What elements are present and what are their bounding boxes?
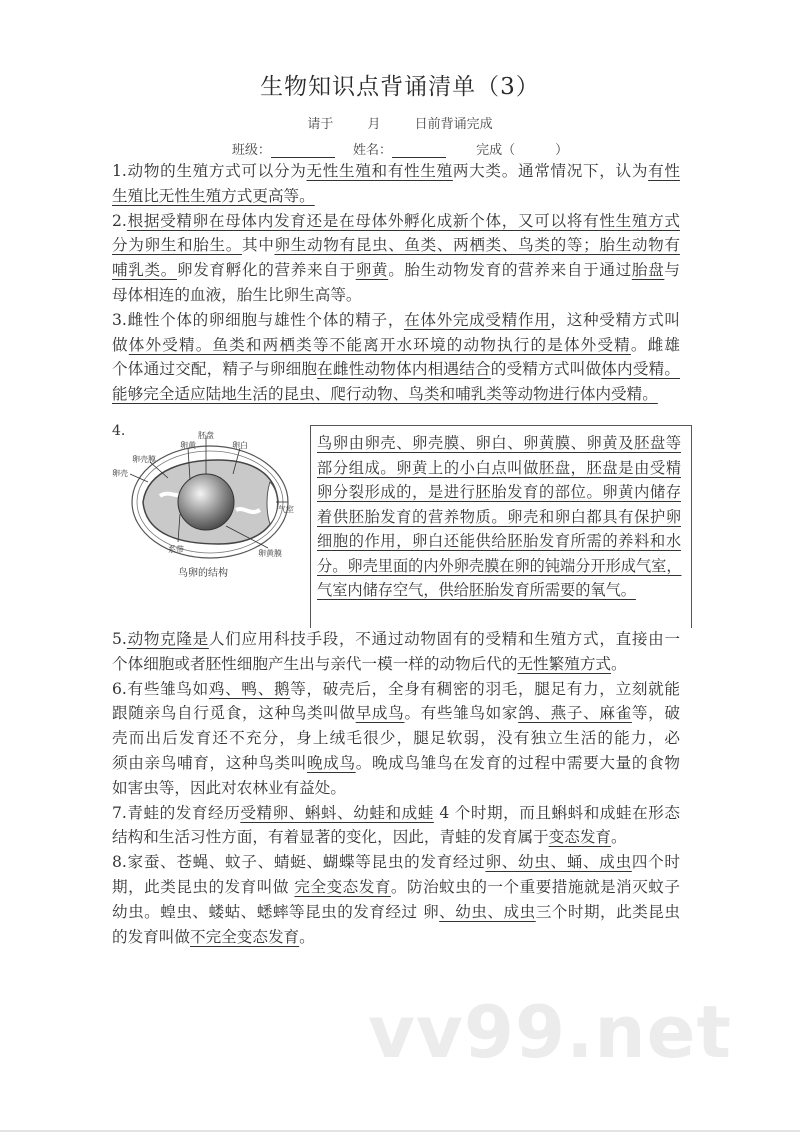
underlined-key-point: 卵黄 <box>355 261 389 280</box>
text-line <box>112 677 680 702</box>
text-line <box>112 850 680 875</box>
underlined-key-point: 动物克隆是 <box>126 630 209 648</box>
deadline-line <box>0 113 800 132</box>
text-segment: 的受精方式叫做 <box>490 360 602 379</box>
text-line <box>112 283 680 308</box>
text-segment: 与 <box>664 261 680 280</box>
done-label: 完成（ <box>476 143 516 158</box>
text-segment: 。晚成鸟雏鸟在发育的过程中需要大量的食物 <box>355 753 680 772</box>
text-line <box>112 801 680 826</box>
text-line <box>112 233 680 258</box>
text-segment: 。防治蚊虫的一个重要措施就是消灭蚊子 <box>390 877 680 896</box>
text-line <box>317 578 681 603</box>
bird-egg-diagram <box>112 430 294 580</box>
text-line <box>112 900 680 925</box>
text-line <box>317 554 681 579</box>
text-line <box>112 209 680 234</box>
page-bottom-edge <box>0 1130 800 1132</box>
sections-5-8 <box>112 627 680 949</box>
text-segment: 做 <box>112 335 129 354</box>
text-line <box>112 776 680 801</box>
text-segment: 。雌雄 <box>630 335 680 354</box>
underlined-key-point: 晚成鸟 <box>306 753 356 772</box>
text-segment: 壳而出后发育还不充分，身上绒毛很少，腿足软弱，没有独立生活的能力，必 <box>112 729 680 748</box>
underlined-key-point: 分。卵壳里面的内外卵壳膜在卵的钝端分开形成气室， <box>317 556 682 575</box>
underlined-key-point: 哺乳类。 <box>112 261 177 280</box>
text-line <box>317 456 681 481</box>
text-segment: ，这种受精方式叫 <box>550 310 680 329</box>
underlined-key-point: 早成鸟 <box>355 704 405 723</box>
underlined-key-point: 无性生殖和有性生殖 <box>306 162 453 180</box>
text-line <box>112 925 680 950</box>
text-segment: 卵发育孵化的营养来自于 <box>176 261 356 280</box>
underlined-key-point: 卵、幼虫、蛹、成虫 <box>485 853 632 872</box>
text-segment: 8.家蚕、苍蝇、蚊子、蜻蜓、蝴蝶等昆虫的发育经过 <box>112 853 486 872</box>
egg-description-text <box>317 431 681 603</box>
underlined-key-point: 受精卵、蝌蚪、幼蛙和成蛙 <box>240 803 434 822</box>
deadline-month: 月 <box>367 117 381 132</box>
class-label: 班级： <box>231 143 271 158</box>
text-segment: 5. <box>112 630 127 648</box>
text-line <box>112 184 680 209</box>
text-line <box>112 825 680 850</box>
label-air-cell: 气室 <box>278 505 294 514</box>
text-line <box>112 701 680 726</box>
text-segment: 7.青蛙的发育经历 <box>112 803 241 822</box>
label-albumen: 卵白 <box>232 441 248 450</box>
text-line <box>112 652 680 677</box>
text-line <box>112 627 680 652</box>
label-shell: 卵壳 <box>112 469 128 478</box>
text-segment: 期，此类昆虫的发育叫做 <box>112 877 295 896</box>
text-segment: 跟随亲鸟自行觅食，这种鸟类叫做 <box>112 704 356 723</box>
text-line <box>112 382 680 407</box>
underlined-key-point: 能够完全适应陆地生活的昆虫、爬行动物、鸟类和哺乳类等动物进行体内受精。 <box>112 385 658 404</box>
text-line <box>112 308 680 333</box>
done-close: ） <box>555 143 569 158</box>
underlined-key-point: 完全变态发育 <box>294 877 391 896</box>
label-shell-membrane: 卵壳膜 <box>132 455 156 464</box>
underlined-key-point: 部分组成。卵黄上的小白点叫做胚盘，胚盘是由受精 <box>317 458 681 477</box>
label-yolk: 卵黄 <box>180 441 196 450</box>
text-segment: 2. <box>112 211 127 230</box>
underlined-key-point: 胎盘 <box>631 261 665 280</box>
text-line <box>317 431 681 456</box>
underlined-key-point: 鸟卵由卵壳、卵壳膜、卵白、卵黄膜、卵黄及胚盘等 <box>317 434 681 452</box>
underlined-key-point: 细胞的作用，卵白还能供给胚胎发育所需的养料和水 <box>317 532 681 550</box>
text-segment: 。 <box>611 828 627 847</box>
text-segment: 幼虫。蝗虫、蝼蛄、蟋蟀等昆虫的发育经过 卵 <box>112 902 440 921</box>
text-segment: 的发育叫做 <box>112 927 190 946</box>
underlined-key-point: 体内受精。 <box>601 360 680 379</box>
text-line <box>112 159 680 184</box>
text-segment: 三个时期，此类昆虫 <box>535 902 680 921</box>
underlined-key-point: 着供胚胎发育的营养物质。卵壳和卵白都具有保护卵 <box>317 507 681 526</box>
sections-1-3 <box>112 159 680 407</box>
text-segment: 母体相连的血液，胎生比卵生高等。 <box>112 285 362 304</box>
underlined-key-point: 卵生动物有昆虫、鱼类、两栖类、鸟类的等；胎生动物有 <box>274 236 680 255</box>
text-segment: 四个时 <box>631 853 680 872</box>
diagram-caption: 鸟卵的结构 <box>178 568 228 579</box>
page-title: 生物知识点背诵清单（3） <box>260 74 540 100</box>
text-segment: 个体通过交配，精子与卵细胞 <box>112 360 318 379</box>
underlined-key-point: 变态发育 <box>548 828 612 847</box>
underlined-key-point: 生殖比无性生殖方式更高等。 <box>112 186 315 205</box>
text-line <box>317 505 681 530</box>
text-segment: 3.雌性个体的卵细胞与雄性个体的精子， <box>112 310 405 329</box>
text-segment: 等，破 <box>631 704 680 723</box>
text-line <box>112 751 680 776</box>
deadline-prefix: 请于 <box>307 117 334 132</box>
underlined-key-point: 在雌性动物体内相遇结合 <box>317 360 491 379</box>
class-field[interactable] <box>271 143 335 158</box>
underlined-key-point: 分为卵生和胎生。 <box>112 236 242 255</box>
text-segment: 1.动物的生殖方式可以分为 <box>112 162 307 180</box>
underlined-key-point: 鸽、燕子、麻雀 <box>518 704 632 723</box>
underlined-key-point: 卵分裂形成的，是进行胚胎发育的部位。卵黄内储存 <box>317 483 681 501</box>
label-chalaza: 系带 <box>168 545 184 554</box>
underlined-key-point: 鸡、鸭、鹅 <box>208 679 291 698</box>
text-segment: 个体细胞或者胚性细胞产生出与亲代一模一样的动物后代的 <box>112 654 518 673</box>
text-segment: 4 个时期，而且蝌蚪和成蛙在形态 <box>433 803 680 822</box>
underlined-key-point: 无性繁殖方式 <box>517 654 612 673</box>
text-line <box>112 333 680 358</box>
underlined-key-point: 不完全变态发育 <box>189 927 300 946</box>
text-segment: 。 <box>299 927 315 946</box>
text-segment: 其中 <box>241 236 275 255</box>
deadline-suffix: 日前背诵完成 <box>414 117 493 132</box>
text-segment: 人们应用科技手段，不通过动物固有的受精和生殖方式，直接由一 <box>208 630 680 648</box>
section-4-number: 4. <box>112 423 126 439</box>
text-line <box>317 529 681 554</box>
name-field[interactable] <box>392 143 446 158</box>
text-segment: 两大类。通常情况下，认为 <box>452 162 649 180</box>
watermark: vv99.net <box>368 990 732 1074</box>
text-segment: 等，破壳后，全身有稠密的羽毛，腿足有力，立刻就能 <box>290 679 680 698</box>
text-segment: 如害虫等，因此对农林业有益处。 <box>112 778 346 797</box>
text-line <box>112 875 680 900</box>
underlined-key-point: 有性 <box>648 162 680 180</box>
text-line <box>112 357 680 382</box>
text-segment: 。有些雏鸟如家 <box>404 704 519 723</box>
egg-description-box <box>310 425 692 628</box>
text-line <box>112 258 680 283</box>
underlined-key-point: 、幼虫、成虫 <box>439 902 536 921</box>
student-info-row <box>0 139 800 158</box>
text-segment: 。 <box>611 654 627 673</box>
text-segment: 须由亲鸟哺育，这种鸟类叫 <box>112 753 307 772</box>
text-line <box>317 480 681 505</box>
underlined-key-point: 气室内储存空气，供给胚胎发育所需要的氧气。 <box>317 581 636 599</box>
text-segment: 6.有些雏鸟如 <box>112 679 209 698</box>
text-segment: 结构和生活习性方面，有着显著的变化，因此，青蛙的发育属于 <box>112 828 549 847</box>
underlined-key-point: 体外受精。鱼类和两栖类等不能离开水环境的动物执行的是体外受精 <box>128 335 631 354</box>
label-yolk-membrane: 卵黄膜 <box>258 549 282 558</box>
label-germinal-disc: 胚盘 <box>198 431 214 440</box>
name-label: 姓名： <box>352 143 392 158</box>
text-segment: 。胎生动物发育的营养来自于通过 <box>388 261 632 280</box>
text-line <box>112 726 680 751</box>
underlined-key-point: 在体外完成受精作用 <box>404 310 551 329</box>
underlined-key-point: 根据受精卵在母体内发育还是在母体外孵化成新个体，又可以将有性生殖方式 <box>126 211 680 230</box>
